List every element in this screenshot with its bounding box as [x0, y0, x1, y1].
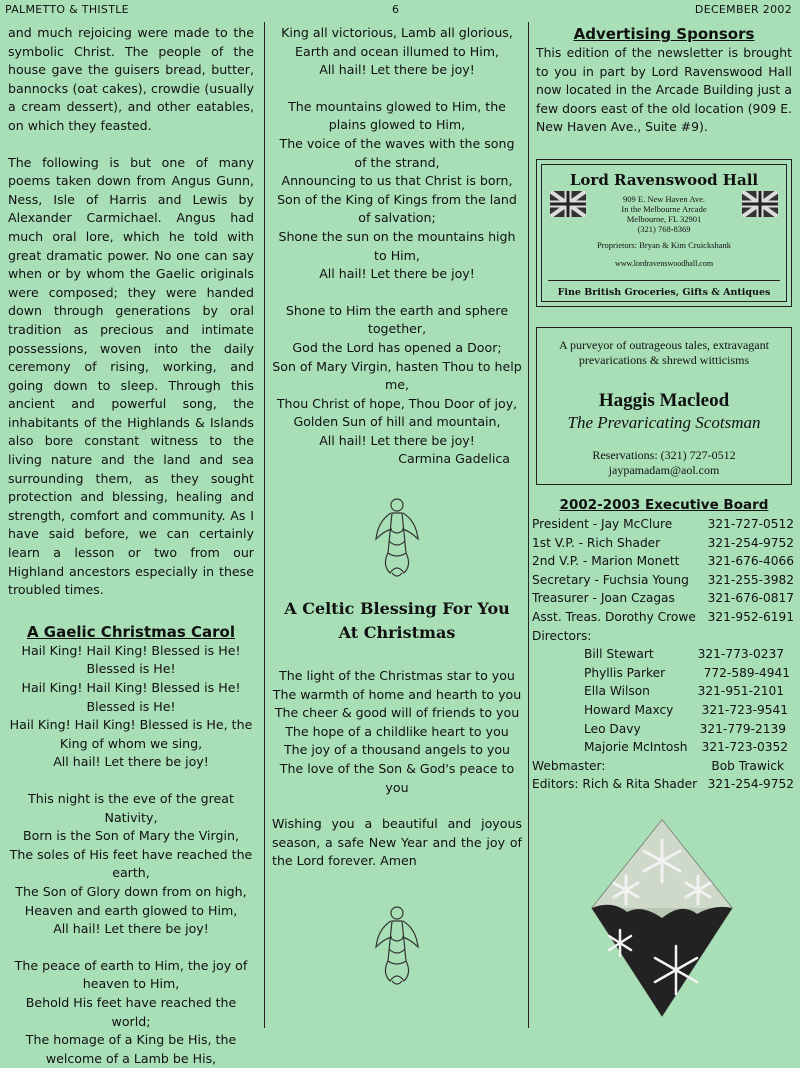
lrh-tagline: Fine British Groceries, Gifts & Antiques — [548, 280, 780, 303]
column-divider-2 — [528, 22, 529, 1028]
verse-line: Born is the Son of Mary the Virgin, — [22, 828, 239, 844]
lord-ravenswood-ad — [536, 159, 792, 307]
lrh-title: Lord Ravenswood Hall — [569, 170, 759, 189]
verse-line: Son of Mary Virgin, hasten Thou to help me, — [272, 358, 522, 393]
issue-date: DECEMBER 2002 — [694, 3, 792, 16]
carol-attribution: Carmina Gadelica — [398, 451, 510, 467]
address-line: (321) 768-8369 — [637, 223, 691, 234]
director-row — [532, 701, 794, 720]
verse-line: Announcing to us that Christ is born, — [281, 173, 513, 189]
board-role: Treasurer - Joan Czagas — [532, 591, 675, 606]
director-name: Ella Wilson — [584, 684, 650, 699]
verse-line: All hail! Let there be joy! — [53, 921, 209, 937]
board-row — [532, 552, 794, 571]
director-row — [532, 682, 794, 701]
column-divider-1 — [264, 22, 265, 1028]
verse-line: The peace of earth to Him, the joy of heaven to Him, — [14, 957, 248, 992]
director-name: Leo Davy — [584, 721, 641, 736]
haggis-reservations: Reservations: (321) 727-0512 — [592, 447, 736, 462]
celtic-knot-figure-2 — [272, 901, 522, 993]
column-3 — [532, 24, 794, 794]
director-row — [532, 720, 794, 739]
verse-line: Shone to Him the earth and sphere together, — [285, 302, 509, 337]
carol-verse-2 — [8, 790, 254, 939]
director-phone: 321-723-0352 — [701, 740, 788, 755]
director-name: Howard Maxcy — [584, 702, 674, 717]
verse-line: The Son of Glory down from on high, — [15, 883, 247, 899]
sponsors-title: Advertising Sponsors — [573, 25, 755, 43]
board-role: Asst. Treas. Dorothy Crowe — [532, 609, 696, 624]
blessing-title-line: A Celtic Blessing For You — [284, 599, 510, 619]
verse-line: Hail King! Hail King! Blessed is He! Blessed is He! — [21, 642, 241, 677]
carol-verse-4 — [272, 98, 522, 284]
sponsors-text: This edition of the newsletter is brought to you in part by Lord Ravenswood Hall now located in the Arcade Building just a few doors east of the old location (909 E. New Haven Ave., Suite #9). — [536, 45, 792, 135]
celtic-angel-icon — [372, 901, 422, 987]
verse-line: God the Lord has opened a Door; — [292, 339, 502, 355]
verse-line: Shone the sun on the mountains high to Him, — [278, 228, 516, 263]
board-role: 1st V.P. - Rich Shader — [532, 535, 661, 550]
celtic-knot-figure — [272, 493, 522, 583]
verse-line: Son of the King of Kings from the land of salvation; — [277, 191, 517, 226]
board-role: 2nd V.P. - Marion Monett — [532, 554, 680, 569]
verse-line: All hail! Let there be joy! — [319, 266, 475, 282]
haggis-tagline: A purveyor of outrageous tales, extravagant prevarications & shrewd witticisms — [559, 337, 769, 367]
verse-line: This night is the eve of the great Nativity, — [28, 790, 234, 825]
board-row — [532, 571, 794, 590]
column-1 — [8, 24, 254, 1068]
closing-wish: Wishing you a beautiful and joyous season, a safe New Year and the joy of the Lord forever. Amen — [272, 816, 522, 869]
lrh-proprietors: Proprietors: Bryan & Kim Cruickshank — [596, 239, 732, 250]
address-line: 909 E. New Haven Ave. — [623, 193, 705, 204]
blessing-title — [272, 597, 522, 645]
lord-ravenswood-ad-inner — [541, 164, 787, 302]
verse-line: King all victorious, Lamb all glorious, — [281, 25, 513, 40]
board-title: 2002-2003 Executive Board — [559, 496, 769, 513]
directors-label — [532, 627, 794, 646]
carol-verse-5 — [272, 302, 522, 451]
haggis-name: Haggis Macleod — [598, 389, 730, 411]
verse-line: All hail! Let there be joy! — [319, 432, 475, 448]
blessing-line: The joy of a thousand angels to you — [283, 742, 511, 758]
board-row — [532, 515, 794, 534]
verse-line: All hail! Let there be joy! — [53, 754, 209, 770]
verse-line: Golden Sun of hill and mountain, — [293, 414, 501, 430]
webmaster-row — [532, 757, 794, 776]
director-row — [532, 645, 794, 664]
director-row — [532, 738, 794, 757]
verse-line: Thou Christ of hope, Thou Door of joy, — [276, 395, 518, 411]
haggis-email: jaypamadam@aol.com — [608, 462, 720, 477]
board-phone: 321-255-3982 — [707, 572, 794, 587]
verse-line: The homage of a King be His, the welcome of a Lamb be His, — [25, 1032, 237, 1066]
blessing-line: The cheer & good will of friends to you — [274, 705, 520, 721]
address-line: Melbourne, FL 32901 — [626, 213, 702, 224]
editors-label: Editors: Rich & Rita Shader — [532, 777, 698, 792]
newsletter-name: PALMETTO & THISTLE — [5, 3, 129, 16]
director-row — [532, 664, 794, 683]
webmaster-label: Webmaster: — [532, 758, 606, 773]
haggis-subtitle: The Prevaricating Scotsman — [567, 412, 761, 432]
director-phone: 321-773-0237 — [697, 647, 784, 662]
director-name: Majorie McIntosh — [584, 740, 688, 755]
blessing-title-line: At Christmas — [338, 623, 456, 643]
verse-line: The soles of His feet have reached the earth, — [9, 846, 253, 881]
lrh-website: www.lordravenswoodhall.com — [614, 259, 714, 269]
verse-line: The mountains glowed to Him, the plains glowed to Him, — [288, 98, 506, 133]
blessing-line: The light of the Christmas star to you — [279, 668, 515, 684]
executive-board — [532, 515, 794, 794]
union-flag-icon — [742, 191, 778, 217]
haggis-macleod-ad — [536, 327, 792, 485]
column-2 — [272, 24, 522, 993]
board-row — [532, 608, 794, 627]
celtic-angel-icon — [372, 493, 422, 579]
board-phone: 321-676-4066 — [707, 554, 794, 569]
union-flag-icon — [550, 191, 586, 217]
verse-line: Hail King! Hail King! Blessed is He, the King of whom we sing, — [9, 717, 253, 751]
board-row — [532, 589, 794, 608]
carol-verse-1 — [8, 642, 254, 772]
director-phone: 321-779-2139 — [699, 721, 786, 736]
board-phone: 321-952-6191 — [707, 609, 794, 624]
director-phone: 321-723-9541 — [701, 702, 788, 717]
board-phone: 321-676-0817 — [707, 591, 794, 606]
editors-phone: 321-254-9752 — [707, 777, 794, 792]
verse-line: All hail! Let there be joy! — [319, 62, 475, 78]
director-phone: 321-951-2101 — [697, 684, 784, 699]
board-role: Secretary - Fuchsia Young — [532, 572, 689, 587]
director-name: Bill Stewart — [584, 647, 654, 662]
verse-line: The voice of the waves with the song of the strand, — [279, 135, 515, 170]
verse-line: Hail King! Hail King! Blessed is He! Blessed is He! — [21, 680, 241, 714]
board-phone: 321-254-9752 — [707, 535, 794, 550]
blessing-line: The hope of a childlike heart to you — [285, 723, 509, 739]
board-row — [532, 534, 794, 553]
carmichael-paragraph: The following is but one of many poems taken down from Angus Gunn, Ness, Isle of Harris and Lewis by Alexander Carmichael. Angus had much oral lore, which he told with great dramatic power. No one can say when or by whom the Gaelic originals were composed; they were handed down through generations by oral tradition as precious and intimate possessions, woven into the daily ceremony of rising, working, and going down to sleep. Through this ancient and powerful song, the inhabitants of the Highlands & Islands also bore constant witness to the living nature and the land and sea surrounding them, as they sought protection and blessing, healing and strength, comfort and community. As I have said before, we can certainly learn a lesson or two from our Highland ancestors especially in these troubled times. — [8, 154, 254, 598]
snowflake-diamond-icon — [582, 818, 742, 1018]
carol-verse-3 — [8, 957, 254, 1068]
verse-line: Behold His feet have reached the world; — [25, 994, 237, 1029]
verse-line: Earth and ocean illumed to Him, — [295, 43, 499, 59]
directors-label-text: Directors: — [532, 628, 592, 643]
carol-title: A Gaelic Christmas Carol — [26, 622, 236, 641]
editors-row — [532, 775, 794, 794]
webmaster-name: Bob Trawick — [711, 758, 784, 773]
director-name: Phyllis Parker — [584, 665, 666, 680]
board-role: President - Jay McClure — [532, 516, 673, 531]
intro-paragraph: and much rejoicing were made to the symbolic Christ. The people of the house gave the guisers bread, butter, bannocks (oat cakes), crowdie (usually a cream dessert), and other eatables, on which they feasted. — [8, 25, 254, 133]
blessing-lines — [272, 667, 522, 797]
blessing-line: The love of the Son & God's peace to you — [279, 761, 515, 795]
address-line: In the Melbourne Arcade — [621, 203, 707, 214]
director-phone: 772-589-4941 — [703, 665, 790, 680]
blessing-line: The warmth of home and hearth to you — [272, 686, 522, 702]
board-phone: 321-727-0512 — [707, 516, 794, 531]
carol-verse-3-continued — [272, 24, 522, 80]
page-number: 6 — [392, 3, 400, 16]
verse-line: Heaven and earth glowed to Him, — [24, 902, 238, 918]
